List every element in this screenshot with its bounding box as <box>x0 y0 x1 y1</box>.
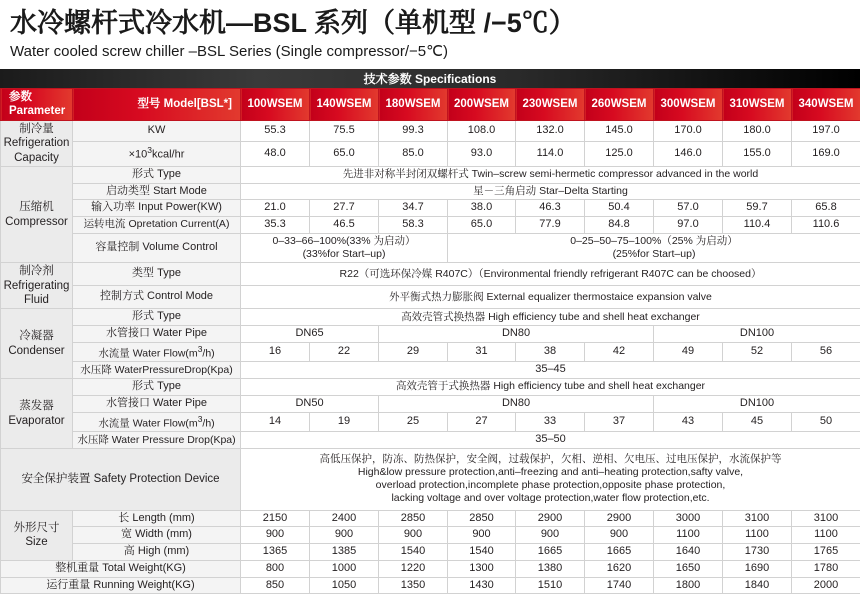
cell-condenser-flow-3: 31 <box>448 342 516 362</box>
cell-width-6: 1100 <box>654 527 723 544</box>
specifications-table <box>0 88 860 594</box>
cond-flow-prefix: 水流量 Water Flow(m <box>98 347 198 360</box>
group-label-cn: 外形尺寸 <box>13 521 60 534</box>
cell-refrigerant-type-value: R22（可选环保冷媒 R407C）（Environmental friendly refrigerant R407C can be choosed） <box>241 263 860 286</box>
row-label-condenser-type: 形式 Type <box>73 309 241 326</box>
cell-safety-protection-value <box>241 449 860 511</box>
group-label-cn: 制冷量 <box>19 122 54 135</box>
cell-input-power-2: 34.7 <box>379 200 448 217</box>
cell-evaporator-pipe-0: DN50 <box>241 395 379 412</box>
cell-total-weight-6: 1650 <box>654 560 723 577</box>
group-label-cn: 制冷剂 <box>19 265 54 278</box>
cell-length-5: 2900 <box>585 510 654 527</box>
cell-condenser-pipe-1: DN80 <box>379 326 654 343</box>
cell-operation-current-6: 97.0 <box>654 217 723 234</box>
safety-line-4: lacking voltage and over voltage protection,water flow protection,etc. <box>391 492 710 505</box>
row-label-width: 宽 Width (mm) <box>73 527 241 544</box>
page-title-en: Water cooled screw chiller –BSL Series (Single compressor/−5℃) <box>10 43 448 61</box>
group-refrigerating-fluid <box>1 263 73 309</box>
cell-kw-2: 99.3 <box>379 120 448 141</box>
table-row <box>1 395 860 412</box>
cell-condenser-flow-0: 16 <box>241 342 310 362</box>
cell-operation-current-3: 65.0 <box>448 217 516 234</box>
cell-high-3: 1540 <box>448 544 516 561</box>
cell-kw-5: 145.0 <box>585 120 654 141</box>
header-model-2: 180WSEM <box>379 89 448 121</box>
table-row <box>1 432 860 449</box>
kcal-suffix: kcal/hr <box>152 148 185 161</box>
cell-length-4: 2900 <box>516 510 585 527</box>
cell-high-1: 1385 <box>310 544 379 561</box>
table-row <box>1 412 860 432</box>
row-label-kw: KW <box>73 120 241 141</box>
header-model-8: 340WSEM <box>792 89 860 121</box>
row-label-total-weight: 整机重量 Total Weight(KG) <box>1 560 241 577</box>
table-row <box>1 510 860 527</box>
cell-length-6: 3000 <box>654 510 723 527</box>
table-row <box>1 560 860 577</box>
cell-condenser-pipe-2: DN100 <box>654 326 860 343</box>
cell-width-8: 1100 <box>792 527 860 544</box>
cell-running-weight-1: 1050 <box>310 577 379 594</box>
safety-line-3: overload protection,incomplete phase protection,opposite phase protection, <box>375 479 726 492</box>
group-label-cn: 压缩机 <box>19 201 54 214</box>
cell-width-2: 900 <box>379 527 448 544</box>
row-label-evaporator-drop: 水压降 Water Pressure Drop(Kpa) <box>73 432 241 449</box>
row-label-evaporator-type: 形式 Type <box>73 379 241 396</box>
table-row <box>1 166 860 183</box>
cell-input-power-5: 50.4 <box>585 200 654 217</box>
cell-input-power-4: 46.3 <box>516 200 585 217</box>
header-model-7: 310WSEM <box>723 89 792 121</box>
table-row <box>1 362 860 379</box>
cell-input-power-6: 57.0 <box>654 200 723 217</box>
cell-length-2: 2850 <box>379 510 448 527</box>
header-model-0: 100WSEM <box>241 89 310 121</box>
cell-evaporator-flow-5: 37 <box>585 412 654 432</box>
cell-input-power-0: 21.0 <box>241 200 310 217</box>
cell-operation-current-4: 77.9 <box>516 217 585 234</box>
cell-total-weight-8: 1780 <box>792 560 860 577</box>
cell-kcal-6: 146.0 <box>654 141 723 166</box>
cell-condenser-type-value: 高效壳管式换热器 High efficiency tube and shell heat exchanger <box>241 309 860 326</box>
cell-evaporator-flow-0: 14 <box>241 412 310 432</box>
cell-condenser-drop-value: 35–45 <box>241 362 860 379</box>
header-model: 型号 Model[BSL*] <box>73 89 241 121</box>
cell-operation-current-0: 35.3 <box>241 217 310 234</box>
cell-kw-3: 108.0 <box>448 120 516 141</box>
cell-kw-6: 170.0 <box>654 120 723 141</box>
cell-total-weight-3: 1300 <box>448 560 516 577</box>
cell-running-weight-6: 1800 <box>654 577 723 594</box>
cell-total-weight-0: 800 <box>241 560 310 577</box>
cell-kcal-8: 169.0 <box>792 141 860 166</box>
cell-high-4: 1665 <box>516 544 585 561</box>
cell-operation-current-7: 110.4 <box>723 217 792 234</box>
cell-control-mode-value: 外平衡式热力膨胀阀 External equalizer thermostaice expansion valve <box>241 286 860 309</box>
cell-operation-current-5: 84.8 <box>585 217 654 234</box>
cell-evaporator-flow-8: 50 <box>792 412 860 432</box>
table-row <box>1 233 860 262</box>
row-label-refrigerant-type: 类型 Type <box>73 263 241 286</box>
row-label-condenser-drop: 水压降 WaterPressureDrop(Kpa) <box>73 362 241 379</box>
cell-kcal-7: 155.0 <box>723 141 792 166</box>
safety-line-1: 高低压保护，防冻、防热保护，安全阀，过载保护，欠相、逆相、欠电压、过电压保护，水流保护等 <box>319 453 782 466</box>
kcal-superscript: 3 <box>147 145 152 156</box>
group-label-en: Compressor <box>5 215 68 228</box>
group-dimension <box>1 510 73 560</box>
cond-flow-suffix: /h) <box>202 347 215 360</box>
cell-evaporator-flow-2: 25 <box>379 412 448 432</box>
cell-condenser-flow-8: 56 <box>792 342 860 362</box>
cell-condenser-flow-7: 52 <box>723 342 792 362</box>
table-row <box>1 286 860 309</box>
table-row <box>1 527 860 544</box>
header-model-5: 260WSEM <box>585 89 654 121</box>
cell-high-6: 1640 <box>654 544 723 561</box>
cell-condenser-flow-4: 38 <box>516 342 585 362</box>
cell-operation-current-8: 110.6 <box>792 217 860 234</box>
cell-kcal-2: 85.0 <box>379 141 448 166</box>
group-safety-protection: 安全保护装置 Safety Protection Device <box>1 449 241 511</box>
cell-operation-current-1: 46.5 <box>310 217 379 234</box>
cell-evaporator-drop-value: 35–50 <box>241 432 860 449</box>
cell-running-weight-2: 1350 <box>379 577 448 594</box>
row-label-high: 高 High (mm) <box>73 544 241 561</box>
cell-length-1: 2400 <box>310 510 379 527</box>
table-row <box>1 120 860 141</box>
cell-kw-7: 180.0 <box>723 120 792 141</box>
cell-kcal-3: 93.0 <box>448 141 516 166</box>
row-label-condenser-pipe: 水管接口 Water Pipe <box>73 326 241 343</box>
kcal-prefix: ×10 <box>128 148 148 161</box>
table-row <box>1 309 860 326</box>
row-label-compressor-type: 形式 Type <box>73 166 241 183</box>
cell-compressor-type-value: 先进非对称半封闭双螺杆式 Twin–screw semi-hermetic compressor advanced in the world <box>241 166 860 183</box>
group-label-cn: 冷凝器 <box>19 330 54 343</box>
evap-flow-suffix: /h) <box>202 417 215 430</box>
group-label-en: Refrigeration Capacity <box>3 137 70 164</box>
cell-running-weight-5: 1740 <box>585 577 654 594</box>
header-model-3: 200WSEM <box>448 89 516 121</box>
cell-kcal-5: 125.0 <box>585 141 654 166</box>
group-label-en: Size <box>25 536 48 549</box>
cell-high-5: 1665 <box>585 544 654 561</box>
volume-control-left-line2: (33%for Start–up) <box>302 248 386 261</box>
table-row <box>1 449 860 511</box>
cell-running-weight-3: 1430 <box>448 577 516 594</box>
row-label-running-weight: 运行重量 Running Weight(KG) <box>1 577 241 594</box>
row-label-operation-current: 运转电流 Opretation Current(A) <box>73 217 241 234</box>
cell-kcal-4: 114.0 <box>516 141 585 166</box>
table-row <box>1 200 860 217</box>
safety-line-2: High&low pressure protection,anti–freezing and anti–heating protection,safty valve, <box>357 466 744 479</box>
cell-running-weight-0: 850 <box>241 577 310 594</box>
evap-flow-superscript: 3 <box>197 413 203 424</box>
group-refrigeration-capacity <box>1 120 73 166</box>
volume-control-right-line1: 0–25–50–75–100%（25% 为启动） <box>570 234 738 247</box>
row-label-evaporator-pipe: 水管接口 Water Pipe <box>73 395 241 412</box>
page-title-cn: 水冷螺杆式冷水机—BSL 系列（单机型 /−5℃） <box>10 8 576 38</box>
group-label-en: Evaporator <box>8 414 65 427</box>
header-model-6: 300WSEM <box>654 89 723 121</box>
cell-running-weight-7: 1840 <box>723 577 792 594</box>
row-label-kcal <box>73 141 241 166</box>
cell-input-power-8: 65.8 <box>792 200 860 217</box>
table-row <box>1 577 860 594</box>
table-row <box>1 217 860 234</box>
cell-condenser-flow-5: 42 <box>585 342 654 362</box>
cell-kw-0: 55.3 <box>241 120 310 141</box>
cell-total-weight-7: 1690 <box>723 560 792 577</box>
cell-length-0: 2150 <box>241 510 310 527</box>
cell-width-5: 900 <box>585 527 654 544</box>
cell-width-0: 900 <box>241 527 310 544</box>
header-model-1: 140WSEM <box>310 89 379 121</box>
cell-start-mode-value: 星－三角启动 Star–Delta Starting <box>241 183 860 200</box>
cell-running-weight-4: 1510 <box>516 577 585 594</box>
cell-total-weight-5: 1620 <box>585 560 654 577</box>
cell-kw-8: 197.0 <box>792 120 860 141</box>
cell-condenser-pipe-0: DN65 <box>241 326 379 343</box>
table-row <box>1 183 860 200</box>
specifications-banner: 技术参数 Specifications <box>0 69 860 88</box>
table-row <box>1 342 860 362</box>
group-evaporator <box>1 379 73 449</box>
cell-kw-4: 132.0 <box>516 120 585 141</box>
cell-volume-control-right <box>448 233 860 262</box>
volume-control-left-line1: 0–33–66–100%(33% 为启动） <box>272 234 416 247</box>
cell-kcal-1: 65.0 <box>310 141 379 166</box>
cell-kw-1: 75.5 <box>310 120 379 141</box>
cell-high-2: 1540 <box>379 544 448 561</box>
cell-total-weight-2: 1220 <box>379 560 448 577</box>
table-row <box>1 326 860 343</box>
table-row <box>1 544 860 561</box>
cell-operation-current-2: 58.3 <box>379 217 448 234</box>
cell-length-3: 2850 <box>448 510 516 527</box>
row-label-start-mode: 启动类型 Start Mode <box>73 183 241 200</box>
table-row <box>1 263 860 286</box>
cell-running-weight-8: 2000 <box>792 577 860 594</box>
title-block <box>0 0 860 63</box>
cell-condenser-flow-6: 49 <box>654 342 723 362</box>
cell-condenser-flow-2: 29 <box>379 342 448 362</box>
cell-width-7: 1100 <box>723 527 792 544</box>
cell-input-power-7: 59.7 <box>723 200 792 217</box>
header-model-4: 230WSEM <box>516 89 585 121</box>
cell-evaporator-type-value: 高效壳管于式换热器 High efficiency tube and shell heat exchanger <box>241 379 860 396</box>
cell-high-8: 1765 <box>792 544 860 561</box>
group-condenser <box>1 309 73 379</box>
group-label-cn: 蒸发器 <box>19 400 54 413</box>
cond-flow-superscript: 3 <box>197 343 203 354</box>
row-label-control-mode: 控制方式 Control Mode <box>73 286 241 309</box>
cell-evaporator-flow-6: 43 <box>654 412 723 432</box>
table-row <box>1 379 860 396</box>
cell-kcal-0: 48.0 <box>241 141 310 166</box>
cell-width-3: 900 <box>448 527 516 544</box>
cell-width-4: 900 <box>516 527 585 544</box>
cell-evaporator-pipe-2: DN100 <box>654 395 860 412</box>
cell-input-power-3: 38.0 <box>448 200 516 217</box>
cell-evaporator-flow-4: 33 <box>516 412 585 432</box>
volume-control-right-line2: (25%for Start–up) <box>612 248 696 261</box>
group-label-en: Refrigerating Fluid <box>3 279 70 306</box>
header-parameter: 参数 Parameter <box>1 89 73 121</box>
table-header-row <box>1 89 860 121</box>
evap-flow-prefix: 水流量 Water Flow(m <box>98 417 198 430</box>
cell-width-1: 900 <box>310 527 379 544</box>
cell-volume-control-left <box>241 233 448 262</box>
cell-total-weight-4: 1380 <box>516 560 585 577</box>
cell-evaporator-flow-1: 19 <box>310 412 379 432</box>
cell-high-7: 1730 <box>723 544 792 561</box>
cell-evaporator-pipe-1: DN80 <box>379 395 654 412</box>
row-label-condenser-flow <box>73 342 241 362</box>
group-label-en: Condenser <box>8 344 65 357</box>
cell-high-0: 1365 <box>241 544 310 561</box>
table-row <box>1 141 860 166</box>
row-label-input-power: 输入功率 Input Power(KW) <box>73 200 241 217</box>
cell-evaporator-flow-3: 27 <box>448 412 516 432</box>
cell-condenser-flow-1: 22 <box>310 342 379 362</box>
row-label-evaporator-flow <box>73 412 241 432</box>
group-compressor <box>1 166 73 262</box>
cell-length-8: 3100 <box>792 510 860 527</box>
cell-input-power-1: 27.7 <box>310 200 379 217</box>
cell-length-7: 3100 <box>723 510 792 527</box>
row-label-length: 长 Length (mm) <box>73 510 241 527</box>
cell-total-weight-1: 1000 <box>310 560 379 577</box>
row-label-volume-control: 容量控制 Volume Control <box>73 233 241 262</box>
cell-evaporator-flow-7: 45 <box>723 412 792 432</box>
